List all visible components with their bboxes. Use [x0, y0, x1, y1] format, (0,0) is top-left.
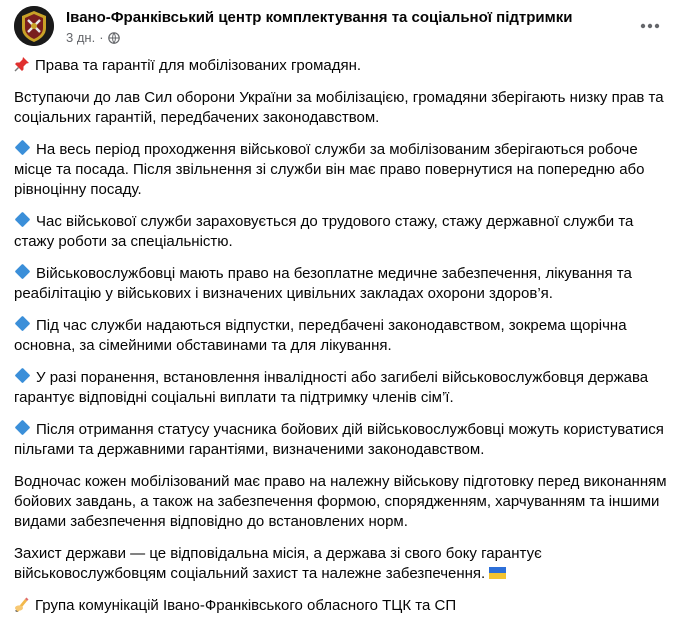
post-meta — [66, 30, 120, 45]
post-intro: Вступаючи до лав Сил оборони України за мобілізацією, громадяни зберігають низку прав та соціальних гарантій, передбачених законодавством. — [14, 89, 664, 126]
globe-icon — [108, 32, 120, 44]
organization-emblem-icon — [14, 6, 54, 46]
post-headline-paragraph — [14, 56, 668, 76]
author-avatar[interactable] — [14, 6, 54, 46]
post-signature: Група комунікацій Івано-Франківського обласного ТЦК та СП — [35, 597, 457, 614]
list-item — [14, 264, 668, 304]
post-author-name[interactable]: Івано-Франківський центр комплектування та соціальної підтримки — [66, 9, 573, 26]
list-item-text: Під час служби надаються відпустки, передбачені законодавством, зокрема щорічна основна, за сімейними обставинами та для лікування. — [14, 317, 627, 354]
post-closing: Водночас кожен мобілізований має право на належну військову підготовку перед виконанням бойових завдань, а також на забезпечення формою, спорядженням, харчуванням та іншими видами забезпечення відповідно до встановлених норм. — [14, 473, 667, 530]
list-item — [14, 420, 668, 460]
list-item-text: На весь період проходження військової служби за мобілізованим зберігаються робоче місце та посада. Після звільнення зі служби він має право повернутися на попередню або рівноцінну посаду. — [14, 141, 645, 198]
list-item-text: Після отримання статусу учасника бойових дій військовослужбовці можуть користуватися пільгами та державними гарантіями, визначеними законодавством. — [14, 421, 664, 458]
pushpin-icon — [14, 56, 30, 72]
more-options-icon — [640, 23, 660, 29]
list-item — [14, 368, 668, 408]
post-conclusion-paragraph — [14, 544, 668, 584]
post-content — [14, 56, 668, 628]
blue-diamond-icon — [15, 368, 31, 384]
blue-diamond-icon — [15, 264, 31, 280]
list-item-text: У разі поранення, встановлення інвалідності або загибелі військовослужбовця держава гарантує відповідні соціальні виплати та підтримку членів сім’ї. — [14, 369, 649, 406]
blue-diamond-icon — [15, 212, 31, 228]
list-item-text: Військовослужбовці мають право на безоплатне медичне забезпечення, лікування та реабілітацію у військових і визначених цивільних закладах охорони здоров’я. — [14, 265, 632, 302]
blue-diamond-icon — [15, 140, 31, 156]
blue-diamond-icon — [15, 316, 31, 332]
post-timestamp[interactable]: 3 дн. — [66, 30, 96, 45]
meta-separator: · — [99, 30, 104, 45]
list-item — [14, 140, 668, 200]
post-conclusion: Захист держави — це відповідальна місія, а держава зі свого боку гарантує військовослужбовцям соціальний захист та належне забезпечення. — [14, 545, 542, 582]
post-signature-paragraph — [14, 596, 668, 616]
list-item — [14, 316, 668, 356]
post-header — [14, 6, 668, 46]
more-options-button[interactable] — [632, 8, 668, 44]
list-item — [14, 212, 668, 252]
ukraine-flag-icon — [489, 567, 506, 579]
post-headline: Права та гарантії для мобілізованих громадян. — [35, 57, 362, 74]
blue-diamond-icon — [15, 420, 31, 436]
writing-hand-icon — [14, 596, 30, 612]
list-item-text: Час військової служби зараховується до трудового стажу, стажу державної служби та стажу роботи за спеціальністю. — [14, 213, 634, 250]
